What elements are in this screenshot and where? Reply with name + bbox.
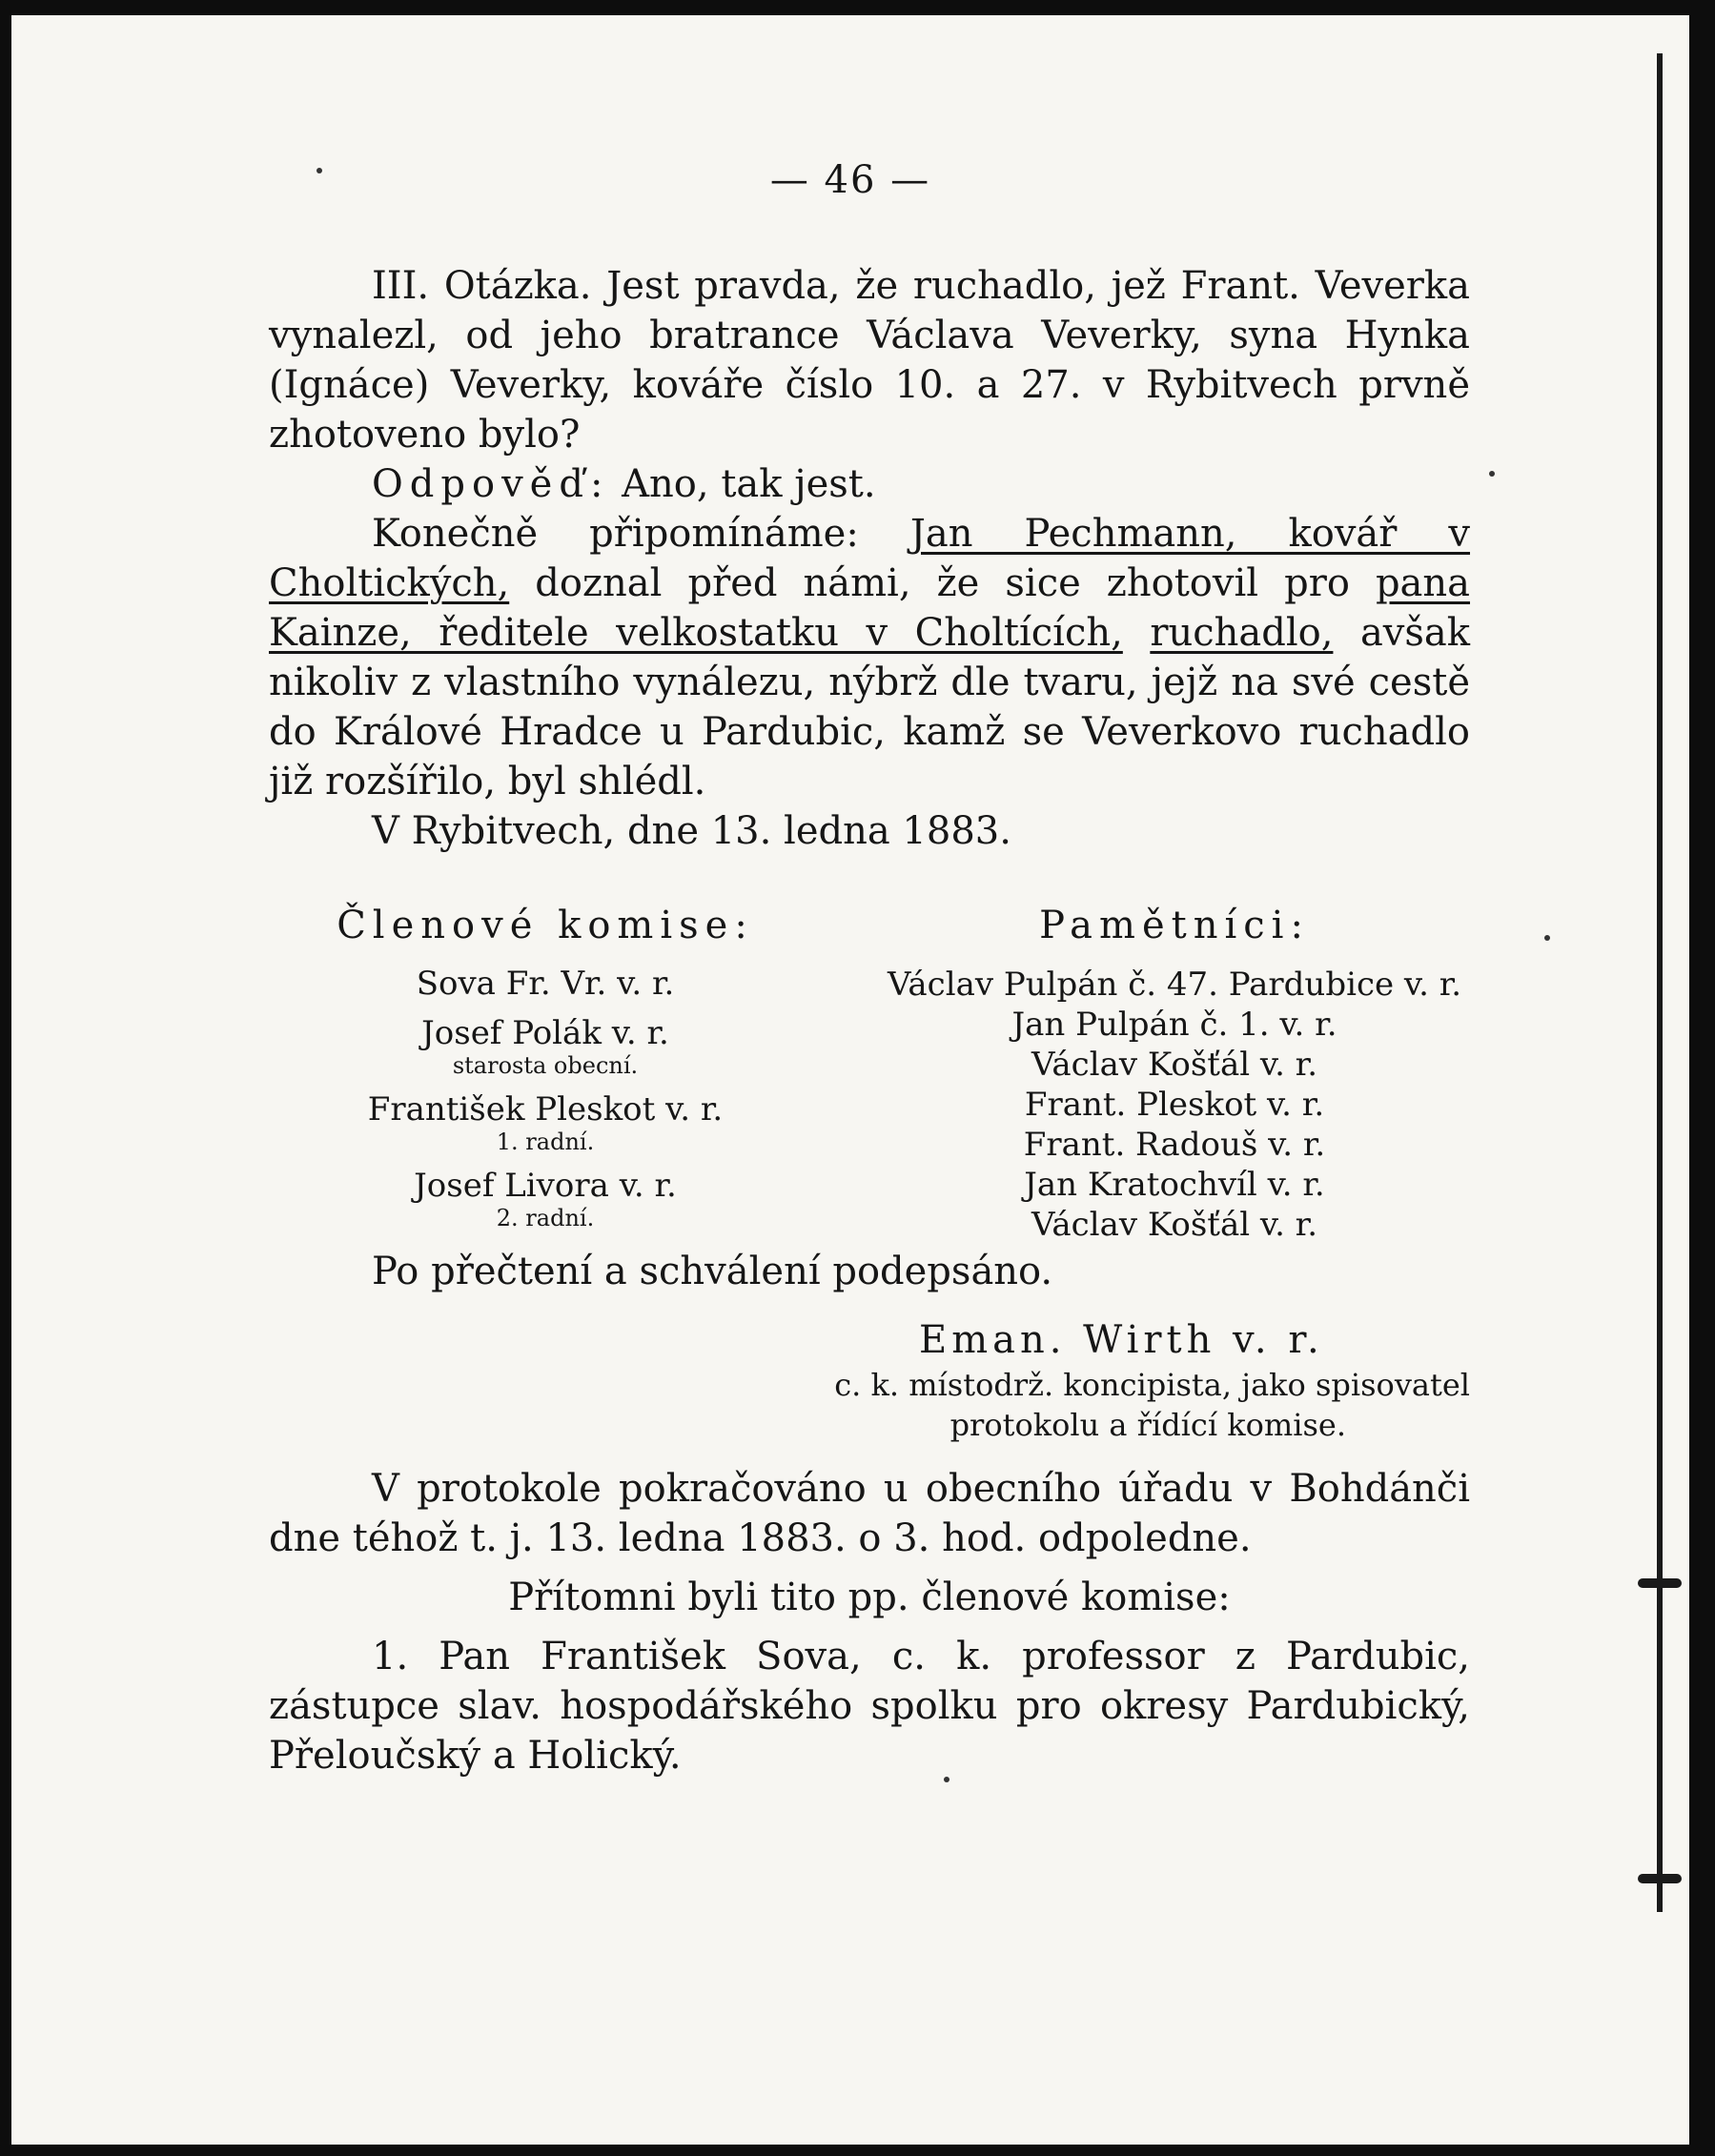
- final-text-1: doznal před námi, že sice zhotovil pro: [535, 561, 1350, 605]
- scanned-page: [11, 15, 1689, 2145]
- witness: Frant. Pleskot v. r.: [1024, 1086, 1325, 1124]
- witness: Václav Košťál v. r.: [1031, 1046, 1318, 1084]
- answer-text: Ano, tak jest.: [622, 462, 876, 506]
- final-lead: Konečně připomínáme:: [372, 512, 859, 556]
- binding-mark: [1638, 1578, 1682, 1588]
- body-bottom: [269, 1464, 1470, 1790]
- present-line: Přítomni byli tito pp. členové komise:: [508, 1576, 1231, 1619]
- place-date: V Rybitvech, dne 13. ledna 1883.: [372, 809, 1011, 853]
- witness: Jan Kratochvíl v. r.: [1024, 1166, 1325, 1204]
- underlined-plough: ruchadlo,: [1150, 611, 1334, 655]
- witness: Václav Pulpán č. 47. Pardubice v. r.: [887, 966, 1462, 1004]
- signer-name: Eman. Wirth v. r.: [919, 1318, 1324, 1362]
- witnesses-column: [841, 904, 1508, 1245]
- speck: [1544, 935, 1550, 941]
- members-column: [269, 904, 822, 1243]
- witness: Jan Pulpán č. 1. v. r.: [1011, 1006, 1337, 1044]
- members-heading: Členové komise:: [337, 904, 754, 947]
- speck: [1489, 471, 1495, 477]
- binding-edge: [1657, 53, 1663, 1912]
- signed-line: Po přečtení a schválení podepsáno.: [372, 1250, 1053, 1293]
- body-top: [269, 261, 1470, 856]
- witness: Frant. Radouš v. r.: [1023, 1126, 1326, 1164]
- underlined-name: Jan Pechmann, kovář v Choltických,: [269, 512, 1471, 605]
- signer-role: protokolu a řídící komise.: [949, 1407, 1346, 1443]
- continued-paragraph: V protokole pokračováno u obecního úřadu v Bohdánči dne téhož t. j. 13. ledna 1883. o 3. hod. odpoledne.: [269, 1467, 1470, 1560]
- underlined-director: pana Kainze, ředitele velkostatku v Choltících,: [269, 561, 1471, 655]
- answer-label: Odpověď:: [372, 462, 610, 506]
- member: František Pleskot v. r. 1. radní.: [367, 1090, 724, 1155]
- binding-mark: [1638, 1874, 1682, 1883]
- answer-line: [269, 459, 1470, 509]
- page-number: — 46 —: [769, 158, 931, 202]
- item-1: 1. Pan František Sova, c. k. professor z Pardubic, zástupce slav. hospodářského spolku pro okresy Pardubický, Přeloučský a Holický.: [269, 1635, 1470, 1778]
- signer-role: c. k. místodrž. koncipista, jako spisovatel: [834, 1367, 1470, 1403]
- member: Josef Polák v. r. starosta obecní.: [421, 1014, 669, 1079]
- member: Josef Livora v. r. 2. radní.: [414, 1167, 677, 1231]
- final-text-3: avšak nikoliv z vlastního vynálezu, nýbrž dle tvaru, jejž na své cestě do Králové Hradce u Pardubic, kamž se Veverkovo ruchadlo již rozšířilo, byl shlédl.: [269, 611, 1470, 803]
- witness: Václav Košťál v. r.: [1031, 1206, 1318, 1244]
- member: Sova Fr. Vr. v. r.: [416, 965, 675, 1003]
- final-paragraph: [269, 509, 1470, 806]
- signature-block: [269, 1247, 1470, 1445]
- question-paragraph: III. Otázka. Jest pravda, že ruchadlo, jež Frant. Veverka vynalezl, od jeho bratrance Václava Veverky, syna Hynka (Ignáce) Veverky, kováře číslo 10. a 27. v Rybitvech prvně zhotoveno bylo?: [269, 264, 1470, 457]
- witnesses-heading: Pamětníci:: [1039, 904, 1310, 947]
